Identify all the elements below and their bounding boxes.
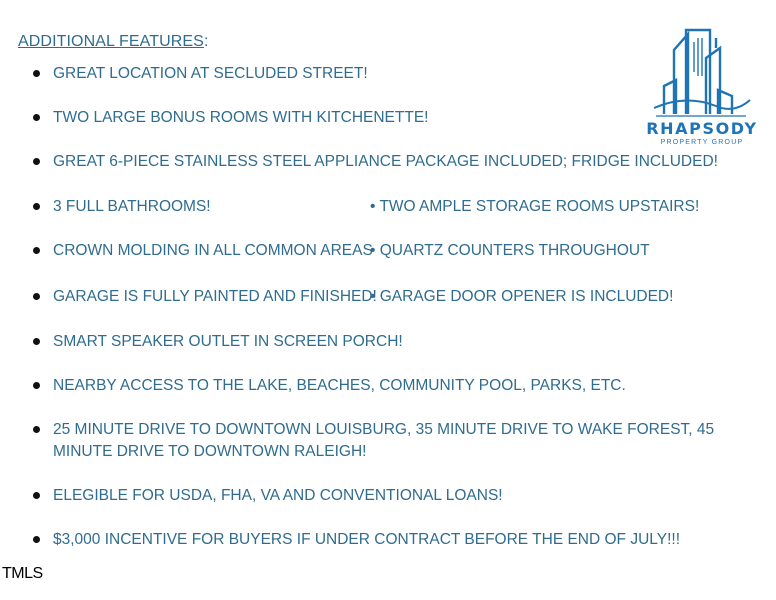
feature-item: NEARBY ACCESS TO THE LAKE, BEACHES, COMMUNITY POOL, PARKS, ETC. [53, 377, 626, 394]
feature-item: GARAGE IS FULLY PAINTED AND FINISHED! [53, 288, 377, 305]
bullet-dot [33, 492, 40, 499]
feature-item-right: • TWO AMPLE STORAGE ROOMS UPSTAIRS! [370, 198, 700, 215]
bullet-dot [33, 293, 40, 300]
mls-watermark: TMLS [2, 565, 43, 582]
bullet-dot [33, 203, 40, 210]
feature-item: SMART SPEAKER OUTLET IN SCREEN PORCH! [53, 333, 403, 350]
bullet-dot [33, 536, 40, 543]
bullet-dot [33, 158, 40, 165]
feature-item: ELEGIBLE FOR USDA, FHA, VA AND CONVENTIONAL LOANS! [53, 487, 503, 504]
logo-tagline: PROPERTY GROUP [660, 139, 744, 146]
bullet-dot [33, 382, 40, 389]
bullet-dot [33, 338, 40, 345]
feature-item: GREAT LOCATION AT SECLUDED STREET! [53, 65, 368, 82]
bullet-dot [33, 70, 40, 77]
feature-item: $3,000 INCENTIVE FOR BUYERS IF UNDER CONTRACT BEFORE THE END OF JULY!!! [53, 531, 681, 548]
heading-colon: : [203, 33, 209, 50]
feature-item: 25 MINUTE DRIVE TO DOWNTOWN LOUISBURG, 35 MINUTE DRIVE TO WAKE FOREST, 45 MINUTE DRIVE TO DOWNTOWN RALEIGH! [53, 421, 715, 460]
bullet-dot [33, 114, 40, 121]
rhapsody-logo [646, 28, 758, 152]
section-heading [18, 33, 208, 51]
heading-label: ADDITIONAL FEATURES [18, 33, 204, 50]
feature-item-right: • GARAGE DOOR OPENER IS INCLUDED! [370, 288, 674, 305]
feature-item: CROWN MOLDING IN ALL COMMON AREAS [53, 242, 373, 259]
buildings-logo-icon [646, 28, 758, 120]
feature-item-right: • QUARTZ COUNTERS THROUGHOUT [370, 242, 650, 259]
feature-item: 3 FULL BATHROOMS! [53, 198, 211, 215]
bullet-dot [33, 247, 40, 254]
bullet-dot [33, 426, 40, 433]
logo-wordmark: RHAPSODY [646, 119, 758, 138]
feature-item: GREAT 6-PIECE STAINLESS STEEL APPLIANCE PACKAGE INCLUDED; FRIDGE INCLUDED! [53, 153, 718, 170]
feature-item: TWO LARGE BONUS ROOMS WITH KITCHENETTE! [53, 109, 429, 126]
